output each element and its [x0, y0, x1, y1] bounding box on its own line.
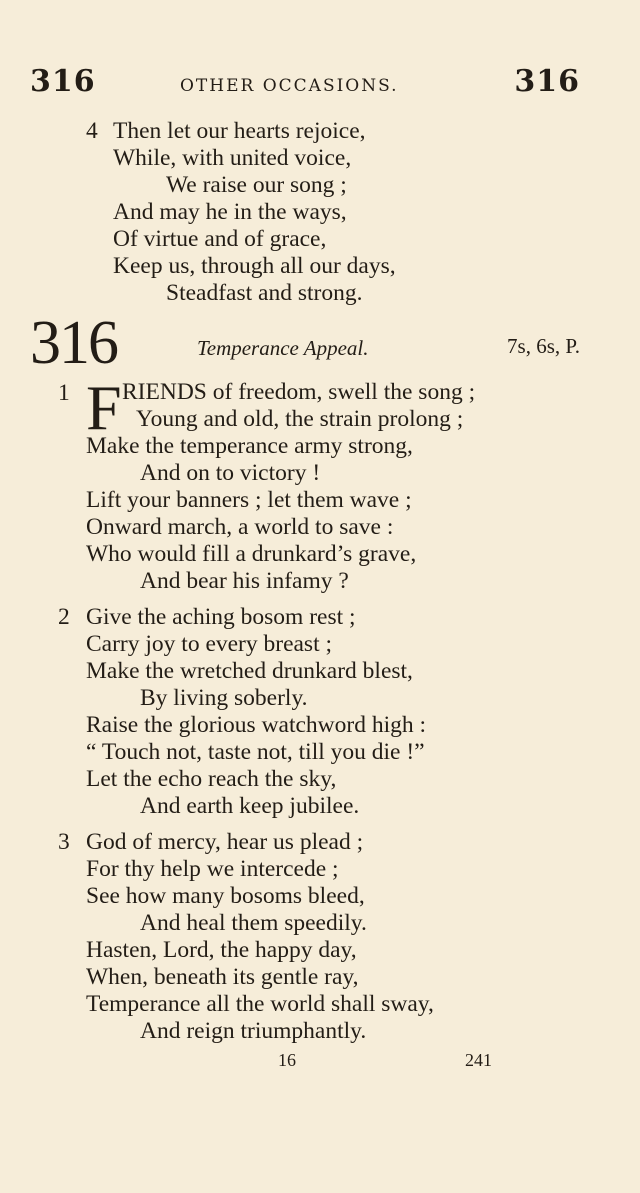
verse-line: Make the temperance army strong,: [86, 433, 413, 459]
verse-line: And reign triumphantly.: [140, 1018, 367, 1044]
verse-line: And earth keep jubilee.: [140, 793, 360, 819]
verse-number: 1: [58, 380, 70, 406]
verse-line: When, beneath its gentle ray,: [86, 964, 359, 990]
verse-line: RIENDS of freedom, swell the song ;: [122, 379, 476, 405]
drop-cap: F: [86, 372, 122, 443]
verse-line: We raise our song ;: [166, 172, 347, 198]
page-number: 241: [465, 1050, 492, 1070]
header-title: OTHER OCCASIONS.: [180, 76, 399, 96]
hymn-meter: 7s, 6s, P.: [507, 334, 580, 358]
verse-line: Temperance all the world shall sway,: [86, 991, 434, 1017]
hymn-title: Temperance Appeal.: [197, 336, 369, 360]
verse-number: 4: [86, 118, 98, 144]
verse-line: See how many bosoms bleed,: [86, 883, 365, 909]
verse-line: Carry joy to every breast ;: [86, 631, 333, 657]
header-right-number: 316: [514, 64, 580, 99]
verse-line: Give the aching bosom rest ;: [86, 604, 356, 630]
verse-line: Make the wretched drunkard blest,: [86, 658, 413, 684]
verse-line: For thy help we intercede ;: [86, 856, 339, 882]
hymn-number: 316: [30, 309, 117, 377]
verse-line: Then let our hearts rejoice,: [113, 118, 366, 144]
verse-line: And bear his infamy ?: [140, 568, 349, 594]
verse-number: 2: [58, 604, 70, 630]
signature-mark: 16: [278, 1050, 296, 1070]
verse-line: And heal them speedily.: [140, 910, 367, 936]
verse-line: Steadfast and strong.: [166, 280, 363, 306]
verse-line: Hasten, Lord, the happy day,: [86, 937, 357, 963]
verse-line: Raise the glorious watchword high :: [86, 712, 427, 738]
verse-line: And may he in the ways,: [113, 199, 347, 225]
verse-line: Young and old, the strain prolong ;: [136, 406, 464, 432]
verse-line: Let the echo reach the sky,: [86, 766, 337, 792]
verse-line: While, with united voice,: [113, 145, 352, 171]
header-left-number: 316: [30, 64, 96, 99]
verse-line: God of mercy, hear us plead ;: [86, 829, 364, 855]
verse-line: And on to victory !: [140, 460, 321, 486]
verse-line: Onward march, a world to save :: [86, 514, 394, 540]
verse-line: Of virtue and of grace,: [113, 226, 327, 252]
verse-line: “ Touch not, taste not, till you die !”: [86, 739, 425, 765]
verse-line: Who would fill a drunkard’s grave,: [86, 541, 417, 567]
verse-number: 3: [58, 829, 70, 855]
verse-line: By living soberly.: [140, 685, 308, 711]
verse-line: Keep us, through all our days,: [113, 253, 396, 279]
verse-line: Lift your banners ; let them wave ;: [86, 487, 412, 513]
running-header: [30, 64, 580, 104]
